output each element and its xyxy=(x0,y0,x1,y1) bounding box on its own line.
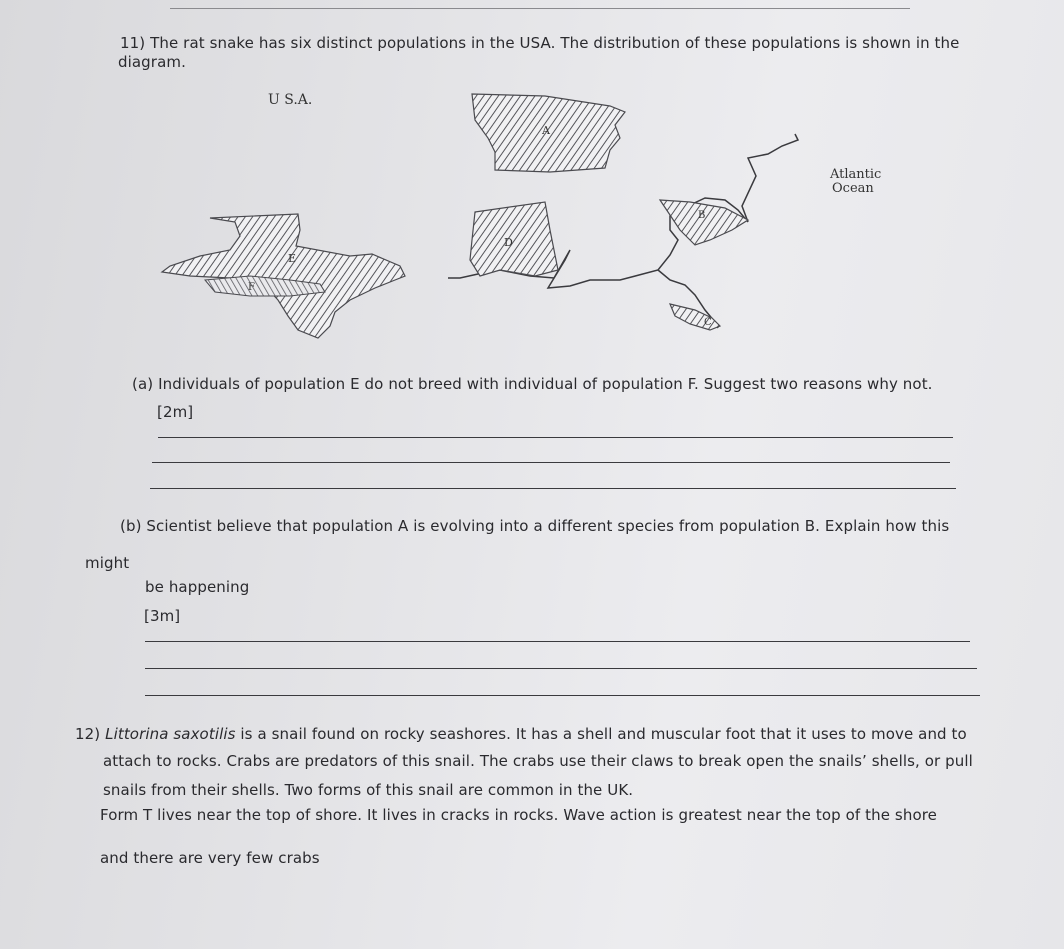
top-divider xyxy=(170,8,910,9)
q11-text-line2: diagram. xyxy=(118,53,186,71)
region-label-b: B xyxy=(698,210,706,221)
country-label: U S.A. xyxy=(268,92,313,108)
region-e xyxy=(162,214,405,338)
q12-line4: Form T lives near the top of shore. It lives in cracks in rocks. Wave action is greatest near the top of the shore xyxy=(100,806,937,824)
part-b-line2: might xyxy=(85,554,130,572)
part-b-question: (b) Scientist believe that population A is evolving into a different species from population B. Explain how this xyxy=(120,517,950,535)
part-a-marks: [2m] xyxy=(157,403,194,421)
ocean-label-line2: Ocean xyxy=(832,181,874,196)
q12-line1 xyxy=(75,725,967,743)
q12-line1-rest: is a snail found on rocky seashores. It has a shell and muscular foot that it uses to move and to xyxy=(235,725,967,743)
region-label-e: E xyxy=(288,252,297,265)
part-b-line3: be happening xyxy=(145,578,250,596)
q12-line5: and there are very few crabs xyxy=(100,849,320,867)
part-b-marks: [3m] xyxy=(144,607,181,625)
answer-line-b2 xyxy=(145,668,977,669)
q12-species-name: Littorina saxotilis xyxy=(105,725,236,743)
region-label-c: C xyxy=(704,317,712,328)
region-c xyxy=(670,304,720,330)
region-label-f: F xyxy=(248,282,255,293)
region-label-d: D xyxy=(504,236,513,249)
q12-line2: attach to rocks. Crabs are predators of this snail. The crabs use their claws to break open the snails’ shells, or pull xyxy=(103,752,973,770)
answer-line-b3 xyxy=(145,695,980,696)
part-a-question: (a) Individuals of population E do not breed with individual of population F. Suggest two reasons why not. xyxy=(132,375,933,393)
answer-line-a1 xyxy=(158,437,953,438)
q11-text-line1: 11) The rat snake has six distinct populations in the USA. The distribution of these populations is shown in the xyxy=(120,34,960,52)
region-label-a: A xyxy=(542,124,550,137)
region-d xyxy=(470,202,558,276)
usa-map-diagram xyxy=(150,80,910,360)
answer-line-a2 xyxy=(152,462,950,463)
answer-line-b1 xyxy=(145,641,970,642)
ocean-label-line1: Atlantic xyxy=(830,167,882,182)
q12-number: 12) xyxy=(75,725,106,743)
answer-line-a3 xyxy=(150,488,956,489)
q12-line3: snails from their shells. Two forms of this snail are common in the UK. xyxy=(103,781,634,799)
